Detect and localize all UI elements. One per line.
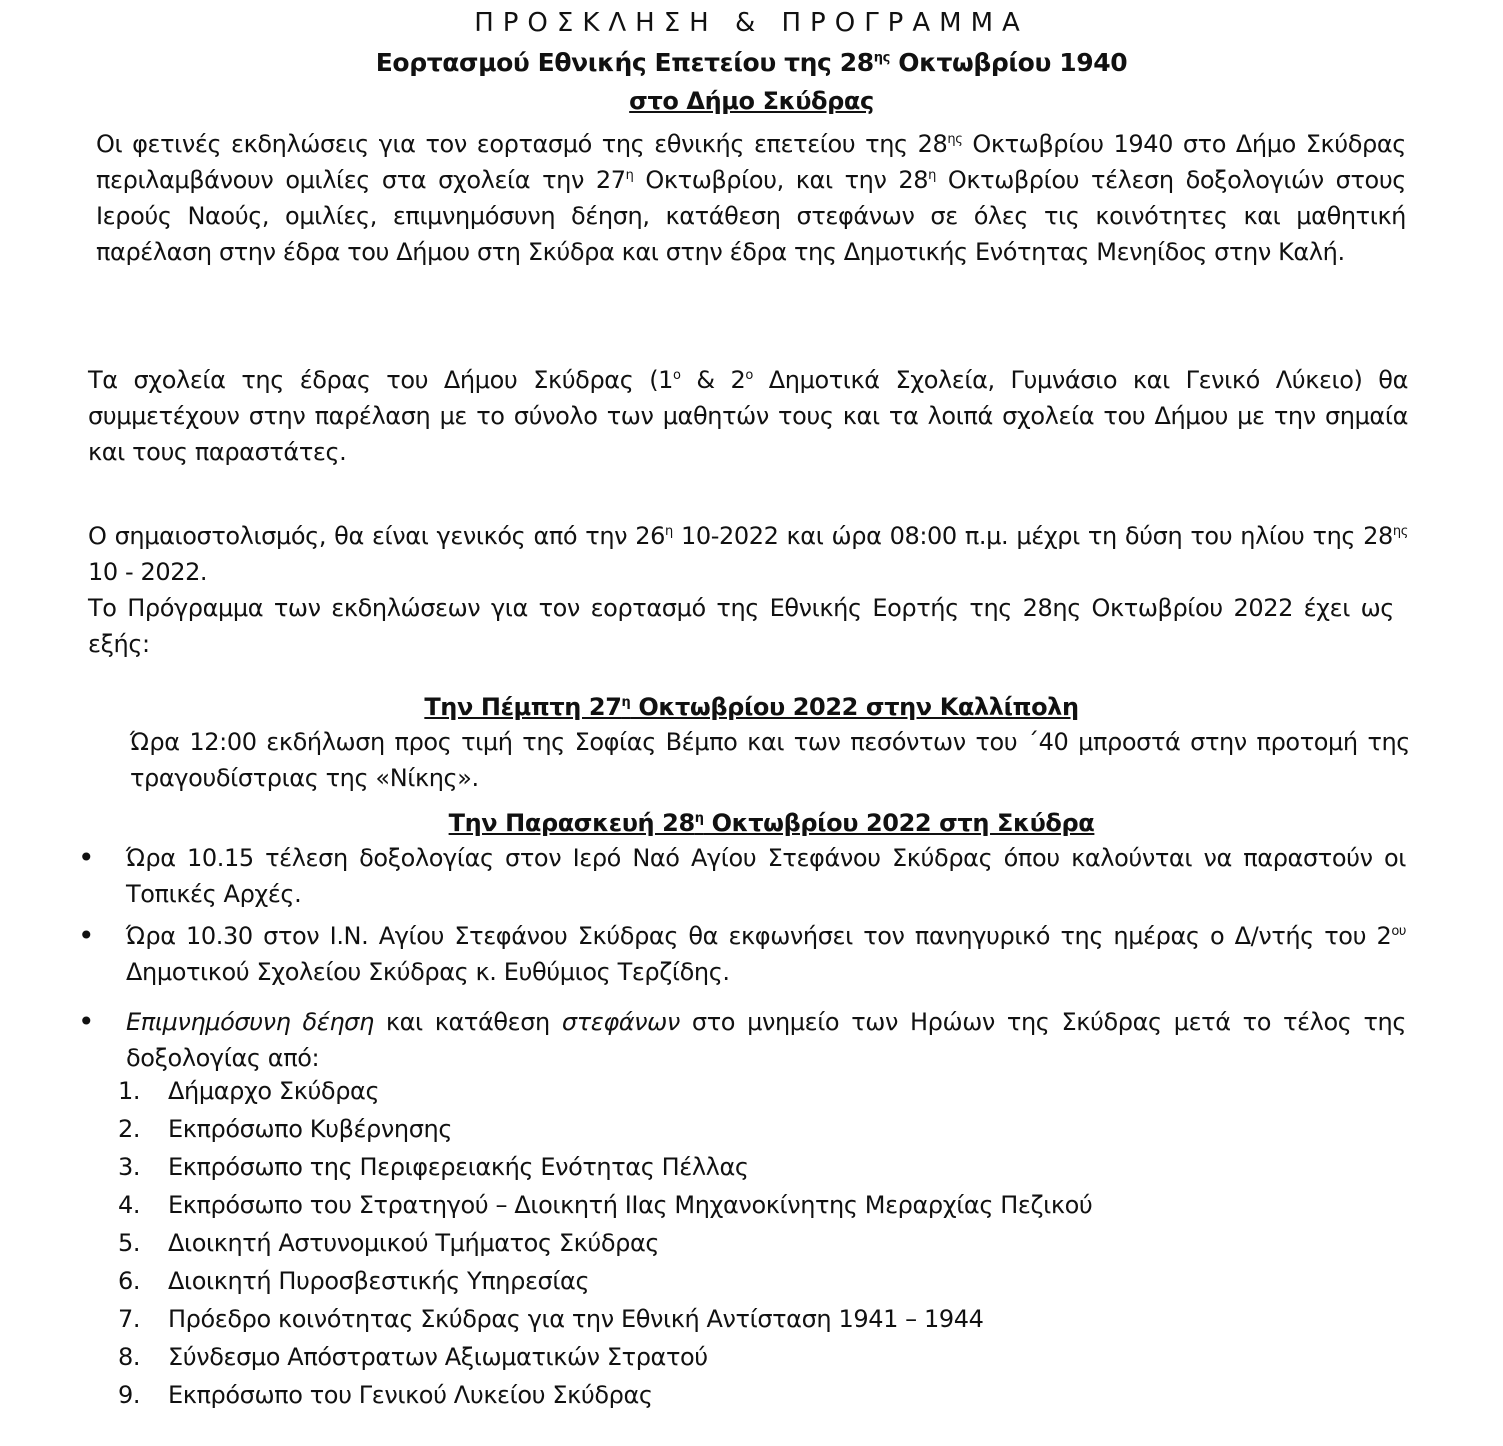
list-label: Δήμαρχο Σκύδρας xyxy=(168,1077,380,1105)
b2-text-a: Ώρα 10.30 στον Ι.Ν. Αγίου Στεφάνου Σκύδρας θα εκφωνήσει τον πανηγυρικό της ημέρας ο Δ/ντής του 2 xyxy=(126,922,1392,950)
list-number: 5. xyxy=(118,1229,141,1257)
list-label: Εκπρόσωπο της Περιφερειακής Ενότητας Πέλλας xyxy=(168,1153,749,1181)
day2-heading-sup: η xyxy=(694,811,704,826)
day2-heading-b: Οκτωβρίου 2022 στη Σκύδρα xyxy=(703,809,1095,837)
intro-paragraph-1 xyxy=(96,126,1406,270)
p2-text-b: & 2 xyxy=(680,366,746,394)
p1-text-a: Οι φετινές εκδηλώσεις για τον εορτασμό της εθνικής επετείου της 28 xyxy=(96,130,948,158)
list-number: 2. xyxy=(118,1115,141,1143)
b2-sup: ου xyxy=(1391,924,1406,939)
bullet-text-1: Ώρα 10.15 τέλεση δοξολογίας στον Ιερό Ναό Αγίου Στεφάνου Σκύδρας όπου καλούνται να παραστούν οι Τοπικές Αρχές. xyxy=(126,844,1406,908)
list-label: Διοικητή Αστυνομικού Τμήματος Σκύδρας xyxy=(168,1229,660,1257)
doc-subtitle xyxy=(0,46,1503,80)
day1-heading-sup: η xyxy=(621,695,631,710)
p1-text-d: Οκτωβρίου τέλεση δοξολογιών στους Ιερούς Ναούς, ομιλίες, επιμνημόσυνη δέηση, κατάθεση στεφάνων σε όλες τις κοινότητες και μαθητική παρέλαση στην έδρα του Δήμου στη Σκύδρα και στην έδρα της Δημοτικής Ενότητας Μενηίδος στην Καλή. xyxy=(96,166,1406,266)
intro-paragraph-3 xyxy=(88,518,1408,590)
list-number: 1. xyxy=(118,1077,141,1105)
day1-heading xyxy=(0,690,1503,724)
list-label: Πρόεδρο κοινότητας Σκύδρας για την Εθνική Αντίσταση 1941 – 1944 xyxy=(168,1305,984,1333)
day2-heading xyxy=(40,806,1503,840)
doc-title: ΠΡΟΣΚΛΗΣΗ & ΠΡΟΓΡΑΜΜΑ xyxy=(474,8,1029,38)
list-item xyxy=(118,1148,1218,1186)
bullet-icon: • xyxy=(78,1005,95,1038)
b3-text-a: Επιμνημόσυνη δέηση xyxy=(126,1008,374,1036)
day2-heading-a: Την Παρασκευή 28 xyxy=(448,809,695,837)
list-item xyxy=(118,1186,1218,1224)
b2-text-b: Δημοτικού Σχολείου Σκύδρας κ. Ευθύμιος Τερζίδης. xyxy=(126,958,730,986)
list-number: 7. xyxy=(118,1305,141,1333)
p3-sup-1: η xyxy=(665,524,673,539)
b3-text-c: στεφάνων xyxy=(561,1008,680,1036)
list-label: Διοικητή Πυροσβεστικής Υπηρεσίας xyxy=(168,1267,590,1295)
subtitle-sup: ης xyxy=(873,50,890,66)
p1-sup-3: η xyxy=(928,168,936,183)
list-item xyxy=(118,1338,1218,1376)
p1-text-b: Οκτωβρίου 1940 στο Δήμο Σκύδρας περιλαμβάνουν ομιλίες στα σχολεία την 27 xyxy=(96,130,1406,194)
day1-text: Ώρα 12:00 εκδήλωση προς τιμή της Σοφίας Βέμπο και των πεσόντων του ΄40 μπροστά στην προτομή της τραγουδίστριας της «Νίκης». xyxy=(130,728,1410,792)
doc-place: στο Δήμο Σκύδρας xyxy=(629,87,874,115)
list-label: Εκπρόσωπο του Στρατηγού – Διοικητή ΙΙας Μηχανοκίνητης Μεραρχίας Πεζικού xyxy=(168,1191,1093,1219)
list-label: Σύνδεσμο Απόστρατων Αξιωματικών Στρατού xyxy=(168,1343,708,1371)
p1-sup-2: η xyxy=(625,168,634,183)
p3-text-b: 10-2022 και ώρα 08:00 π.μ. μέχρι τη δύση του ηλίου της 28 xyxy=(672,522,1393,550)
list-label: Εκπρόσωπο Κυβέρνησης xyxy=(168,1115,453,1143)
bullet-text-2 xyxy=(126,918,1406,990)
p3-sup-2: ης xyxy=(1392,524,1408,539)
attendee-list xyxy=(118,1072,1218,1414)
list-item xyxy=(118,1376,1218,1414)
p2-sup-1: ο xyxy=(673,368,681,383)
bullet-text-3 xyxy=(126,1004,1406,1076)
subtitle-text-a: Εορτασμού Εθνικής Επετείου της 28 xyxy=(375,48,874,77)
list-number: 3. xyxy=(118,1153,141,1181)
bullet-icon: • xyxy=(78,841,95,874)
list-number: 6. xyxy=(118,1267,141,1295)
p1-text-c: Οκτωβρίου, και την 28 xyxy=(633,166,929,194)
subtitle-text-b: Οκτωβρίου 1940 xyxy=(889,48,1128,77)
b3-text-d: στο μνημείο των Ηρώων της Σκύδρας μετά το τέλος της δοξολογίας από: xyxy=(126,1008,1407,1072)
list-item xyxy=(118,1110,1218,1148)
intro-paragraph-4: Το Πρόγραμμα των εκδηλώσεων για τον εορτασμό της Εθνικής Εορτής της 28ης Οκτωβρίου 2022 έχει ως εξής: xyxy=(88,594,1394,658)
b3-text-b: και κατάθεση xyxy=(373,1008,562,1036)
list-item xyxy=(118,1300,1218,1338)
list-label: Εκπρόσωπο του Γενικού Λυκείου Σκύδρας xyxy=(168,1381,653,1409)
list-item xyxy=(118,1224,1218,1262)
bullet-icon: • xyxy=(78,919,95,952)
p2-text-c: Δημοτικά Σχολεία, Γυμνάσιο και Γενικό Λύκειο) θα συμμετέχουν στην παρέλαση με το σύνολο των μαθητών τους και τα λοιπά σχολεία του Δήμου με την σημαία και τους παραστάτες. xyxy=(88,366,1408,466)
day1-heading-b: Οκτωβρίου 2022 στην Καλλίπολη xyxy=(630,693,1079,721)
p2-sup-2: ο xyxy=(745,368,753,383)
p3-text-c: 10 - 2022. xyxy=(88,558,208,586)
list-item xyxy=(118,1262,1218,1300)
list-number: 9. xyxy=(118,1381,141,1409)
list-number: 4. xyxy=(118,1191,141,1219)
p3-text-a: Ο σημαιοστολισμός, θα είναι γενικός από την 26 xyxy=(88,522,666,550)
p1-sup-1: ης xyxy=(947,132,963,147)
list-number: 8. xyxy=(118,1343,141,1371)
intro-paragraph-2 xyxy=(88,362,1408,470)
p2-text-a: Τα σχολεία της έδρας του Δήμου Σκύδρας (1 xyxy=(88,366,674,394)
day1-heading-a: Την Πέμπτη 27 xyxy=(424,693,622,721)
list-item xyxy=(118,1072,1218,1110)
